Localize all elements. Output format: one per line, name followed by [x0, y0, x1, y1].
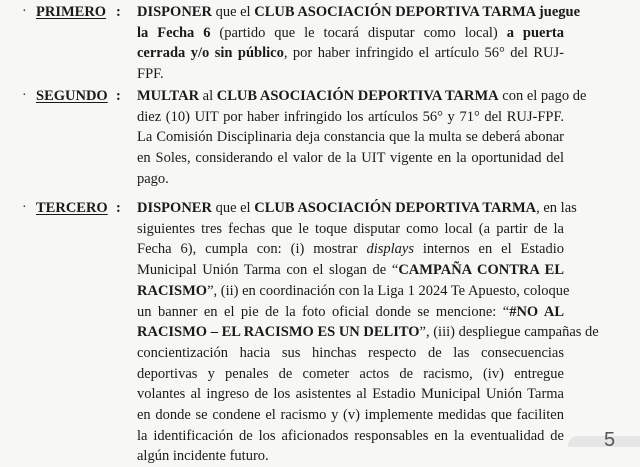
body-line: deportivas y penales de cometer actos de racismo, (iv) entregue — [137, 365, 564, 382]
body-line: en donde se condene el racismo y (v) implemente medidas que faciliten — [137, 407, 564, 424]
body-line: diez (10) UIT por haber infringido los artículos 56° y 71° del RUJ-FPF. — [137, 108, 564, 125]
body-line: RACISMO”, (ii) en coordinación con la Liga 1 2024 Te Apuesto, coloque — [137, 282, 570, 299]
label-tercero: TERCERO — [36, 200, 108, 216]
body-line: pago. — [137, 170, 169, 187]
bullet-tercero: · — [22, 200, 27, 215]
body-line: Fecha 6), cumpla con: (i) mostrar displays internos en el Estadio — [137, 241, 565, 258]
colon-primero: : — [116, 4, 121, 20]
colon-segundo: : — [116, 88, 121, 104]
body-line: MULTAR al CLUB ASOCIACIÓN DEPORTIVA TARMA con el pago de — [137, 88, 587, 104]
body-tercero — [137, 198, 599, 467]
label-segundo: SEGUNDO — [36, 88, 108, 104]
body-line: siguientes tres fechas que le toque disputar como local (a partir de la — [137, 220, 564, 237]
body-line: DISPONER que el CLUB ASOCIACIÓN DEPORTIVA TARMA juegue — [137, 4, 581, 20]
bullet-primero: · — [22, 4, 27, 19]
body-line: FPF. — [137, 66, 164, 83]
body-line: RACISMO – EL RACISMO ES UN DELITO”, (iii) despliegue campañas de — [137, 324, 599, 341]
page-number: 5 — [604, 429, 616, 451]
bullet-segundo: · — [22, 88, 27, 103]
label-primero: PRIMERO — [36, 4, 107, 20]
body-line: Municipal Unión Tarma con el slogan de “CAMPAÑA CONTRA EL — [137, 262, 565, 279]
colon-tercero: : — [116, 200, 121, 216]
body-line: concientización hacia sus hinchas respecto de las consecuencias — [137, 344, 564, 361]
body-line: en Soles, considerando el valor de la UIT vigente en la oportunidad del — [137, 150, 564, 167]
body-line: la identificación de los aficionados responsables en la eventualidad de — [137, 427, 564, 444]
body-line: un banner en el pie de la foto oficial donde se mencione: “#NO AL — [137, 303, 565, 320]
body-line: volantes al ingreso de los asistentes al Estadio Municipal Unión Tarma — [137, 386, 564, 403]
body-line: La Comisión Disciplinaria deja constancia que la multa se deberá abonar — [137, 129, 564, 146]
body-line: la Fecha 6 (partido que le tocará disputar como local) a puerta — [137, 24, 564, 41]
body-primero — [137, 2, 581, 85]
body-line: cerrada y/o sin público, por haber infringido el artículo 56° del RUJ- — [137, 45, 564, 62]
body-segundo — [137, 86, 587, 190]
body-line: DISPONER que el CLUB ASOCIACIÓN DEPORTIVA TARMA, en las — [137, 200, 577, 216]
body-line: algún incidente futuro. — [137, 448, 269, 465]
